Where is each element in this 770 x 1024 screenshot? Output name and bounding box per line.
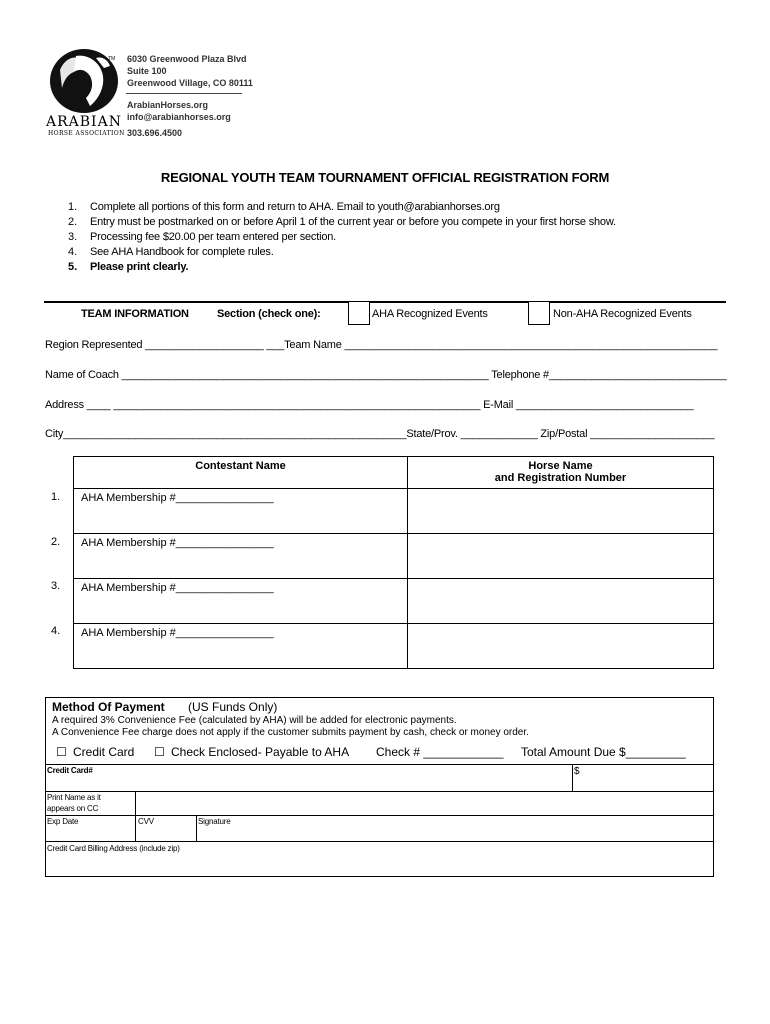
horse-name-header-line1: Horse Name xyxy=(528,460,593,472)
instruction-number: 1. xyxy=(68,201,78,213)
aha-membership-field[interactable]: AHA Membership #________________ xyxy=(74,579,408,624)
exp-date-field[interactable]: Exp Date xyxy=(47,817,79,826)
aha-membership-field[interactable]: AHA Membership #________________ xyxy=(74,489,408,534)
print-name-label: appears on CC xyxy=(47,804,99,813)
city-state-zip-field[interactable]: City__________________________________________________________State/Prov. _____________ Zip/Postal _____________________ xyxy=(45,428,715,440)
instruction-number: 5. xyxy=(68,261,78,273)
instruction-text: See AHA Handbook for complete rules. xyxy=(90,246,274,258)
convenience-fee-exception-note: A Convenience Fee charge does not apply if the customer submits payment by cash, check or money order. xyxy=(52,727,529,738)
dollar-amount-field[interactable]: $ xyxy=(574,766,580,777)
check-enclosed-checkbox[interactable]: ☐ xyxy=(154,745,165,759)
aha-membership-field[interactable]: AHA Membership #________________ xyxy=(74,624,408,669)
form-line xyxy=(46,815,713,816)
form-divider xyxy=(196,815,197,841)
instruction-number: 2. xyxy=(68,216,78,228)
credit-card-checkbox[interactable]: ☐ xyxy=(56,745,67,759)
brand-subtitle: HORSE ASSOCIATION xyxy=(48,130,125,137)
address-line-2: Suite 100 xyxy=(127,66,167,76)
us-funds-note: (US Funds Only) xyxy=(188,700,278,714)
contestant-table xyxy=(73,456,714,669)
non-aha-recognized-checkbox[interactable] xyxy=(528,301,550,325)
row-number: 1. xyxy=(51,491,61,503)
signature-field[interactable]: Signature xyxy=(198,817,231,826)
row-number: 4. xyxy=(51,625,61,637)
credit-card-number-field[interactable]: Credit Card# xyxy=(47,766,93,775)
address-line-1: 6030 Greenwood Plaza Blvd xyxy=(127,54,247,64)
convenience-fee-note: A required 3% Convenience Fee (calculated by AHA) will be added for electronic payments. xyxy=(52,715,457,726)
header-divider xyxy=(126,93,242,94)
print-name-label: Print Name as it xyxy=(47,793,101,802)
billing-address-field[interactable]: Credit Card Billing Address (include zip) xyxy=(47,844,180,853)
instruction-number: 3. xyxy=(68,231,78,243)
brand-name: ARABIAN xyxy=(46,114,122,130)
address-email-field[interactable]: Address ____ ______________________________________________________________ E-Mail ______________________________ xyxy=(45,399,694,411)
aha-membership-field[interactable]: AHA Membership #________________ xyxy=(74,534,408,579)
horse-registration-cell[interactable] xyxy=(408,624,714,669)
aha-recognized-checkbox[interactable] xyxy=(348,301,370,325)
instruction-text: Entry must be postmarked on or before April 1 of the current year or before you compete in your first horse show. xyxy=(90,216,616,228)
instruction-text: Processing fee $20.00 per team entered per section. xyxy=(90,231,337,243)
address-line-3: Greenwood Village, CO 80111 xyxy=(127,78,253,88)
section-divider xyxy=(44,301,726,303)
email-link[interactable]: info@arabianhorses.org xyxy=(127,112,231,122)
instruction-text: Complete all portions of this form and return to AHA. Email to youth@arabianhorses.org xyxy=(90,201,500,213)
page-title: REGIONAL YOUTH TEAM TOURNAMENT OFFICIAL REGISTRATION FORM xyxy=(160,170,610,185)
aha-recognized-label: AHA Recognized Events xyxy=(372,308,488,320)
form-line xyxy=(46,841,713,842)
horse-registration-cell[interactable] xyxy=(408,534,714,579)
print-name-field[interactable] xyxy=(136,792,712,814)
phone-number: 303.696.4500 xyxy=(127,128,183,138)
row-number: 2. xyxy=(51,536,61,548)
coach-telephone-field[interactable]: Name of Coach ______________________________________________________________ Telephone #______________________________ xyxy=(45,369,727,381)
horse-name-header xyxy=(408,457,714,489)
cvv-field[interactable]: CVV xyxy=(138,817,154,826)
table-row xyxy=(74,489,714,534)
horse-registration-cell[interactable] xyxy=(408,579,714,624)
check-number-field[interactable]: Check # ____________ xyxy=(376,745,504,759)
instruction-number: 4. xyxy=(68,246,78,258)
table-row xyxy=(74,534,714,579)
website-link[interactable]: ArabianHorses.org xyxy=(127,100,209,110)
check-enclosed-label: Check Enclosed- Payable to AHA xyxy=(171,745,350,759)
table-row xyxy=(74,579,714,624)
team-info-heading: TEAM INFORMATION xyxy=(81,308,189,320)
instruction-text: Please print clearly. xyxy=(90,261,189,273)
table-row xyxy=(74,624,714,669)
row-number: 3. xyxy=(51,580,61,592)
payment-section xyxy=(45,697,714,877)
horse-registration-cell[interactable] xyxy=(408,489,714,534)
form-line xyxy=(46,764,713,765)
region-team-name-field[interactable]: Region Represented ____________________ ___Team Name _______________________________________________________________ xyxy=(45,339,718,351)
contestant-name-header: Contestant Name xyxy=(74,457,408,489)
form-divider xyxy=(572,764,573,791)
total-amount-due-field[interactable]: Total Amount Due $_________ xyxy=(521,745,686,759)
section-label: Section (check one): xyxy=(217,308,321,320)
trademark-mark: TM xyxy=(108,56,116,62)
non-aha-recognized-label: Non-AHA Recognized Events xyxy=(553,308,692,320)
horse-name-header-line2: and Registration Number xyxy=(494,472,627,484)
credit-card-label: Credit Card xyxy=(73,745,135,759)
payment-heading: Method Of Payment xyxy=(52,700,165,714)
